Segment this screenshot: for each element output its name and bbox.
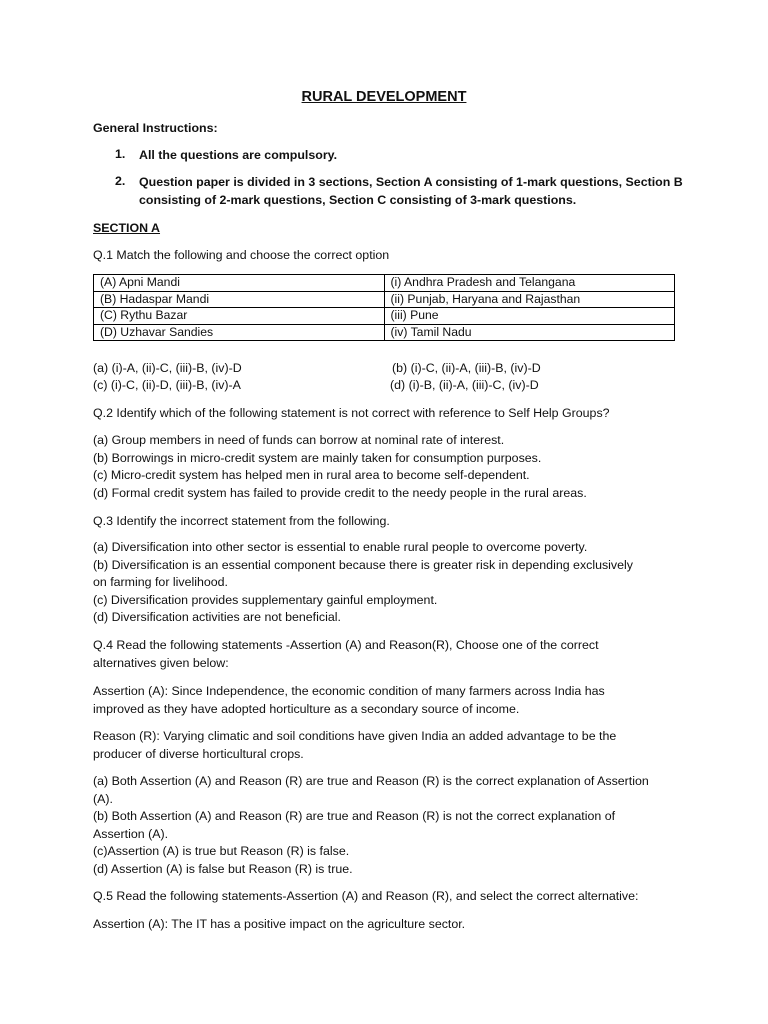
instruction-item-1 bbox=[115, 147, 338, 165]
q1-option-b: (b) (i)-C, (ii)-A, (iii)-B, (iv)-D bbox=[392, 361, 541, 375]
q4-option-line: (A). bbox=[93, 791, 113, 806]
q4-option-line: (d) Assertion (A) is false but Reason (R) is true. bbox=[93, 861, 353, 876]
q4-reason-line: producer of diverse horticultural crops. bbox=[93, 746, 304, 761]
q3-line: (b) Diversification is an essential component because there is greater risk in depending exclusively bbox=[93, 557, 633, 572]
q4-assertion-line: Assertion (A): Since Independence, the economic condition of many farmers across India has bbox=[93, 684, 605, 698]
q3-prompt: Q.3 Identify the incorrect statement from the following. bbox=[93, 514, 390, 528]
q2-option-c: (c) Micro-credit system has helped men in rural area to become self-dependent. bbox=[93, 468, 530, 482]
table-cell: (D) Uzhavar Sandies bbox=[94, 324, 385, 341]
q3-line: (a) Diversification into other sector is essential to enable rural people to overcome poverty. bbox=[93, 540, 588, 554]
q3-line: (d) Diversification activities are not beneficial. bbox=[93, 610, 341, 624]
q1-prompt: Q.1 Match the following and choose the correct option bbox=[93, 248, 390, 262]
q2-prompt: Q.2 Identify which of the following statement is not correct with reference to Self Help Groups? bbox=[93, 406, 610, 420]
q4-assertion-line: improved as they have adopted horticulture as a secondary source of income. bbox=[93, 701, 520, 716]
q1-match-table bbox=[93, 274, 675, 341]
q4-reason bbox=[93, 728, 616, 763]
q2-options bbox=[93, 432, 587, 502]
q1-option-c: (c) (i)-C, (ii)-D, (iii)-B, (iv)-A bbox=[93, 378, 241, 392]
q3-line: (c) Diversification provides supplementary gainful employment. bbox=[93, 592, 438, 607]
q5-prompt: Q.5 Read the following statements-Assertion (A) and Reason (R), and select the correct alternative: bbox=[93, 889, 639, 903]
q4-option-line: (a) Both Assertion (A) and Reason (R) are true and Reason (R) is the correct explanation of Assertion bbox=[93, 774, 649, 788]
q1-option-a: (a) (i)-A, (ii)-C, (iii)-B, (iv)-D bbox=[93, 361, 242, 375]
table-row bbox=[94, 275, 675, 292]
table-cell: (C) Rythu Bazar bbox=[94, 308, 385, 325]
q3-line: on farming for livelihood. bbox=[93, 575, 228, 589]
table-row bbox=[94, 308, 675, 325]
q4-prompt-line: Q.4 Read the following statements -Assertion (A) and Reason(R), Choose one of the correct bbox=[93, 638, 599, 652]
table-cell: (i) Andhra Pradesh and Telangana bbox=[384, 275, 675, 292]
q4-option-line: (c)Assertion (A) is true but Reason (R) is false. bbox=[93, 844, 350, 858]
instruction-item-2 bbox=[115, 174, 683, 209]
q1-option-d: (d) (i)-B, (ii)-A, (iii)-C, (iv)-D bbox=[390, 378, 539, 392]
q4-assertion bbox=[93, 683, 605, 718]
q4-reason-line: Reason (R): Varying climatic and soil conditions have given India an added advantage to be the bbox=[93, 729, 617, 743]
page-title: RURAL DEVELOPMENT bbox=[301, 89, 467, 105]
q2-option-a: (a) Group members in need of funds can borrow at nominal rate of interest. bbox=[93, 433, 505, 447]
table-cell: (ii) Punjab, Haryana and Rajasthan bbox=[384, 291, 675, 308]
table-row bbox=[94, 291, 675, 308]
q2-option-d: (d) Formal credit system has failed to provide credit to the needy people in the rural areas. bbox=[93, 485, 587, 500]
q4-option-line: (b) Both Assertion (A) and Reason (R) are true and Reason (R) is not the correct explanation of bbox=[93, 809, 616, 823]
q5-assertion: Assertion (A): The IT has a positive impact on the agriculture sector. bbox=[93, 917, 466, 931]
table-cell: (B) Hadaspar Mandi bbox=[94, 291, 385, 308]
q4-option-line: Assertion (A). bbox=[93, 826, 169, 841]
table-cell: (iv) Tamil Nadu bbox=[384, 324, 675, 341]
instruction-text: All the questions are compulsory. bbox=[139, 148, 338, 162]
instructions-heading: General Instructions: bbox=[93, 121, 218, 135]
q2-option-b: (b) Borrowings in micro-credit system are mainly taken for consumption purposes. bbox=[93, 450, 542, 465]
instruction-text: consisting of 2-mark questions, Section C consisting of 3-mark questions. bbox=[139, 192, 577, 207]
instruction-number: 1. bbox=[115, 147, 126, 161]
q4-prompt-line: alternatives given below: bbox=[93, 655, 229, 670]
table-cell: (A) Apni Mandi bbox=[94, 275, 385, 292]
table-row bbox=[94, 324, 675, 341]
q4-prompt bbox=[93, 637, 599, 672]
instruction-text: Question paper is divided in 3 sections, Section A consisting of 1-mark questions, Section B bbox=[139, 175, 683, 189]
section-a-heading: SECTION A bbox=[93, 221, 161, 235]
instruction-number: 2. bbox=[115, 174, 126, 188]
table-cell: (iii) Pune bbox=[384, 308, 675, 325]
q3-options bbox=[93, 539, 633, 627]
q4-options bbox=[93, 773, 649, 878]
